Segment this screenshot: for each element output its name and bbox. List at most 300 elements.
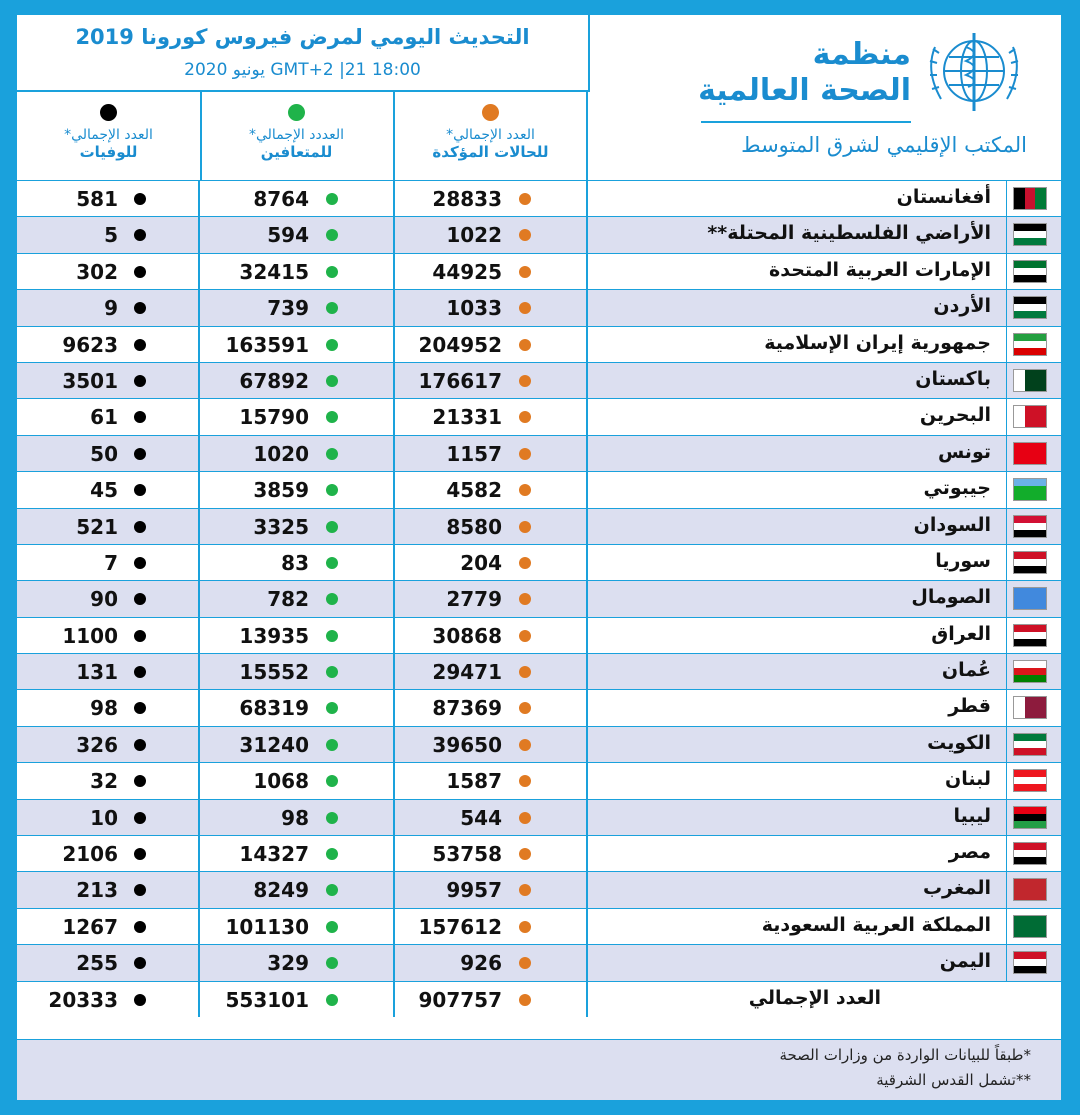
country-name: قطر: [948, 695, 991, 718]
recovered-header-line2: للمتعافين: [260, 143, 333, 161]
cases-dot: [519, 193, 531, 205]
table-row: [17, 944, 1061, 980]
recovered-value: 32415: [239, 259, 309, 284]
flag-stripe: [1014, 857, 1046, 864]
recovered-value: 31240: [239, 732, 309, 757]
flag-divider: [1006, 436, 1007, 471]
cases-dot: [519, 921, 531, 933]
flag-stripe: [1014, 370, 1025, 391]
flag-divider: [1006, 399, 1007, 434]
recovered-cell: [200, 872, 395, 907]
recovered-cell: [200, 909, 395, 944]
recovered-cell: [200, 509, 395, 544]
flag-stripe: [1014, 777, 1046, 784]
country-cell: [588, 654, 1061, 689]
deaths-cell: [17, 836, 200, 871]
total-label: العدد الإجمالي: [748, 986, 881, 1009]
deaths-cell: [17, 872, 200, 907]
flag-divider: [1006, 217, 1007, 252]
recovered-legend-dot: [288, 104, 305, 121]
deaths-dot: [134, 666, 146, 678]
flag-divider: [1006, 545, 1007, 580]
cases-value: 39650: [432, 732, 502, 757]
logo-divider: [701, 121, 911, 123]
recovered-dot: [326, 884, 338, 896]
deaths-dot: [134, 521, 146, 533]
table-row: [17, 471, 1061, 507]
flag-icon: [1013, 733, 1047, 756]
recovered-cell: [200, 472, 395, 507]
deaths-value: 1267: [62, 914, 118, 939]
flag-stripe: [1014, 697, 1025, 718]
flag-stripe: [1014, 188, 1025, 209]
flag-icon: [1013, 551, 1047, 574]
deaths-value: 302: [76, 259, 118, 284]
cases-cell: [395, 545, 588, 580]
flag-divider: [1006, 581, 1007, 616]
flag-icon: [1013, 187, 1047, 210]
recovered-dot: [326, 229, 338, 241]
cases-value: 176617: [418, 368, 502, 393]
recovered-cell: [200, 618, 395, 653]
deaths-value: 61: [90, 405, 118, 430]
deaths-cell: [17, 327, 200, 362]
deaths-cell: [17, 217, 200, 252]
flag-stripe: [1014, 770, 1046, 777]
cases-value: 87369: [432, 696, 502, 721]
country-table: [17, 180, 1061, 1017]
country-name: الأردن: [933, 295, 991, 318]
table-row: [17, 835, 1061, 871]
flag-icon: [1013, 333, 1047, 356]
flag-stripe: [1014, 311, 1046, 318]
cases-cell: [395, 581, 588, 616]
flag-divider: [1006, 509, 1007, 544]
country-name: جيبوتي: [923, 477, 991, 500]
cases-value: 53758: [432, 842, 502, 867]
flag-divider: [1006, 690, 1007, 725]
recovered-dot: [326, 266, 338, 278]
country-name: المملكة العربية السعودية: [761, 913, 991, 936]
deaths-dot: [134, 957, 146, 969]
deaths-value: 521: [76, 514, 118, 539]
flag-stripe: [1014, 450, 1046, 457]
footnote-jerusalem: **تشمل القدس الشرقية: [876, 1071, 1031, 1089]
deaths-cell: [17, 690, 200, 725]
flag-divider: [1006, 363, 1007, 398]
flag-icon: [1013, 878, 1047, 901]
cases-value: 2779: [446, 587, 502, 612]
flag-icon: [1013, 405, 1047, 428]
flag-stripe: [1014, 297, 1046, 304]
cases-dot: [519, 266, 531, 278]
cases-value: 28833: [432, 187, 502, 211]
recovered-dot: [326, 193, 338, 205]
cases-dot: [519, 375, 531, 387]
cases-cell: [395, 254, 588, 289]
flag-stripe: [1014, 334, 1046, 341]
cases-value: 8580: [446, 514, 502, 539]
recovered-value: 83: [281, 550, 309, 575]
recovered-value: 98: [281, 805, 309, 830]
cases-value: 926: [460, 951, 502, 976]
deaths-cell: [17, 436, 200, 471]
update-header: [17, 15, 590, 92]
country-cell: [588, 181, 1061, 216]
deaths-dot: [134, 739, 146, 751]
flag-icon: [1013, 442, 1047, 465]
flag-stripe: [1014, 261, 1046, 268]
cases-value: 1022: [446, 223, 502, 248]
flag-stripe: [1014, 661, 1046, 668]
recovered-value: 594: [267, 223, 309, 248]
deaths-dot: [134, 630, 146, 642]
deaths-cell: [17, 399, 200, 434]
cases-value: 157612: [418, 914, 502, 939]
flag-icon: [1013, 951, 1047, 974]
deaths-value: 9623: [62, 332, 118, 357]
deaths-cell: [17, 909, 200, 944]
flag-stripe: [1014, 457, 1046, 464]
who-name-line1: منظمة: [812, 37, 911, 72]
flag-icon: [1013, 915, 1047, 938]
country-name: أفغانستان: [896, 186, 991, 208]
flag-stripe: [1014, 341, 1046, 348]
flag-divider: [1006, 763, 1007, 798]
country-name: لبنان: [945, 768, 991, 791]
flag-stripe: [1014, 784, 1046, 791]
recovered-dot: [326, 812, 338, 824]
country-name: العراق: [931, 622, 991, 645]
table-row: [17, 216, 1061, 252]
recovered-value: 329: [267, 951, 309, 976]
recovered-cell: [200, 654, 395, 689]
flag-stripe: [1014, 406, 1025, 427]
country-cell: [588, 436, 1061, 471]
cases-value: 1033: [446, 296, 502, 321]
country-cell: [588, 254, 1061, 289]
cases-dot: [519, 557, 531, 569]
flag-stripe: [1014, 224, 1046, 231]
flag-stripe: [1035, 370, 1046, 391]
flag-stripe: [1014, 952, 1046, 959]
flag-stripe: [1014, 893, 1046, 900]
recovered-cell: [200, 763, 395, 798]
recovered-dot: [326, 702, 338, 714]
cases-value: 204952: [418, 332, 502, 357]
deaths-value: 10: [90, 805, 118, 830]
total-recovered-cell: [200, 982, 395, 1017]
recovered-dot: [326, 921, 338, 933]
cases-dot: [519, 739, 531, 751]
recovered-value: 3325: [253, 514, 309, 539]
flag-stripe: [1014, 523, 1046, 530]
table-row: [17, 689, 1061, 725]
flag-divider: [1006, 327, 1007, 362]
total-label-cell: [588, 982, 1061, 1017]
flag-stripe: [1014, 807, 1046, 814]
recovered-cell: [200, 327, 395, 362]
cases-value: 1587: [446, 769, 502, 794]
country-name: ليبيا: [953, 804, 991, 827]
flag-icon: [1013, 478, 1047, 501]
country-name: الصومال: [911, 586, 991, 609]
cases-cell: [395, 290, 588, 325]
flag-stripe: [1014, 552, 1046, 559]
flag-divider: [1006, 800, 1007, 835]
flag-stripe: [1014, 916, 1046, 923]
country-name: الكويت: [927, 731, 991, 754]
recovered-cell: [200, 254, 395, 289]
cases-cell: [395, 509, 588, 544]
flag-stripe: [1014, 530, 1046, 537]
deaths-dot: [134, 193, 146, 205]
flag-stripe: [1014, 879, 1046, 886]
table-row: [17, 653, 1061, 689]
total-row: [17, 981, 1061, 1017]
flag-stripe: [1014, 602, 1046, 609]
recovered-value: 15790: [239, 405, 309, 430]
recovered-cell: [200, 945, 395, 980]
flag-stripe: [1014, 814, 1046, 821]
deaths-dot: [134, 557, 146, 569]
table-row: [17, 289, 1061, 325]
flag-divider: [1006, 290, 1007, 325]
flag-stripe: [1014, 479, 1046, 486]
cases-cell: [395, 690, 588, 725]
flag-icon: [1013, 260, 1047, 283]
table-row: [17, 871, 1061, 907]
flag-stripe: [1014, 348, 1046, 355]
recovered-value: 101130: [225, 914, 309, 939]
deaths-dot: [134, 484, 146, 496]
deaths-cell: [17, 181, 200, 216]
flag-stripe: [1014, 843, 1046, 850]
cases-column-header: [395, 92, 588, 180]
country-cell: [588, 618, 1061, 653]
flag-divider: [1006, 945, 1007, 980]
total-deaths-value: 20333: [48, 987, 118, 1012]
recovered-cell: [200, 217, 395, 252]
flag-stripe: [1014, 588, 1046, 595]
deaths-value: 131: [76, 660, 118, 685]
footnote-sources: *طبقاً للبيانات الواردة من وزارات الصحة: [779, 1046, 1031, 1064]
total-recovered-dot: [326, 994, 338, 1006]
deaths-value: 5: [104, 223, 118, 248]
recovered-cell: [200, 399, 395, 434]
country-name: مصر: [948, 841, 991, 864]
deaths-value: 1100: [62, 623, 118, 648]
country-cell: [588, 472, 1061, 507]
recovered-dot: [326, 739, 338, 751]
flag-stripe: [1014, 930, 1046, 937]
country-name: سوريا: [935, 549, 991, 572]
cases-value: 29471: [432, 660, 502, 685]
recovered-value: 13935: [239, 623, 309, 648]
deaths-value: 98: [90, 696, 118, 721]
cases-dot: [519, 302, 531, 314]
country-cell: [588, 800, 1061, 835]
table-row: [17, 908, 1061, 944]
deaths-cell: [17, 727, 200, 762]
cases-cell: [395, 654, 588, 689]
flag-icon: [1013, 223, 1047, 246]
recovered-value: 3859: [253, 478, 309, 503]
flag-stripe: [1014, 668, 1046, 675]
cases-header-line2: للحالات المؤكدة: [432, 143, 549, 161]
flag-stripe: [1014, 231, 1046, 238]
flag-divider: [1006, 472, 1007, 507]
country-cell: [588, 545, 1061, 580]
flag-stripe: [1014, 493, 1046, 500]
flag-stripe: [1014, 486, 1046, 493]
total-cases-cell: [395, 982, 588, 1017]
flag-icon: [1013, 660, 1047, 683]
country-name: تونس: [937, 440, 991, 463]
flag-icon: [1013, 369, 1047, 392]
flag-stripe: [1014, 632, 1046, 639]
deaths-dot: [134, 775, 146, 787]
recovered-value: 1068: [253, 769, 309, 794]
country-cell: [588, 690, 1061, 725]
cases-dot: [519, 521, 531, 533]
recovered-cell: [200, 545, 395, 580]
deaths-dot: [134, 593, 146, 605]
country-cell: [588, 509, 1061, 544]
table-row: [17, 544, 1061, 580]
country-name: باكستان: [915, 367, 991, 390]
recovered-dot: [326, 593, 338, 605]
flag-stripe: [1014, 850, 1046, 857]
deaths-dot: [134, 229, 146, 241]
total-cases-value: 907757: [418, 987, 502, 1012]
cases-dot: [519, 957, 531, 969]
recovered-dot: [326, 448, 338, 460]
cases-cell: [395, 836, 588, 871]
flag-stripe: [1014, 923, 1046, 930]
flag-divider: [1006, 254, 1007, 289]
cases-dot: [519, 229, 531, 241]
recovered-cell: [200, 363, 395, 398]
flag-stripe: [1014, 238, 1046, 245]
cases-cell: [395, 800, 588, 835]
recovered-dot: [326, 775, 338, 787]
deaths-dot: [134, 302, 146, 314]
cases-cell: [395, 909, 588, 944]
flag-icon: [1013, 296, 1047, 319]
cases-cell: [395, 399, 588, 434]
cases-value: 9957: [446, 878, 502, 903]
cases-cell: [395, 363, 588, 398]
footnotes: [17, 1039, 1061, 1100]
recovered-header-line1: العددد الإجمالي*: [249, 127, 344, 143]
deaths-dot: [134, 448, 146, 460]
deaths-cell: [17, 618, 200, 653]
recovered-value: 14327: [239, 842, 309, 867]
flag-stripe: [1025, 188, 1036, 209]
table-row: [17, 326, 1061, 362]
flag-divider: [1006, 727, 1007, 762]
cases-cell: [395, 945, 588, 980]
deaths-value: 213: [76, 878, 118, 903]
deaths-value: 50: [90, 441, 118, 466]
deaths-value: 90: [90, 587, 118, 612]
deaths-cell: [17, 363, 200, 398]
flag-stripe: [1014, 734, 1046, 741]
cases-value: 4582: [446, 478, 502, 503]
deaths-cell: [17, 763, 200, 798]
flag-icon: [1013, 769, 1047, 792]
recovered-dot: [326, 302, 338, 314]
deaths-dot: [134, 266, 146, 278]
country-name: المغرب: [922, 877, 991, 900]
recovered-cell: [200, 836, 395, 871]
table-row: [17, 508, 1061, 544]
deaths-dot: [134, 339, 146, 351]
cases-dot: [519, 666, 531, 678]
deaths-dot: [134, 702, 146, 714]
table-row: [17, 580, 1061, 616]
deaths-cell: [17, 581, 200, 616]
flag-stripe: [1025, 697, 1036, 718]
table-row: [17, 762, 1061, 798]
flag-stripe: [1014, 748, 1046, 755]
deaths-value: 32: [90, 769, 118, 794]
cases-value: 1157: [446, 441, 502, 466]
recovered-value: 739: [267, 296, 309, 321]
cases-dot: [519, 484, 531, 496]
deaths-cell: [17, 509, 200, 544]
flag-stripe: [1014, 304, 1046, 311]
flag-stripe: [1014, 966, 1046, 973]
covid-update-sheet: [17, 15, 1061, 1099]
cases-cell: [395, 327, 588, 362]
country-cell: [588, 727, 1061, 762]
flag-stripe: [1014, 566, 1046, 573]
recovered-cell: [200, 690, 395, 725]
recovered-cell: [200, 290, 395, 325]
country-name: البحرين: [919, 404, 991, 427]
recovered-dot: [326, 484, 338, 496]
deaths-value: 581: [76, 187, 118, 211]
cases-dot: [519, 702, 531, 714]
flag-stripe: [1035, 697, 1046, 718]
deaths-header-line2: للوفيات: [79, 143, 138, 161]
country-cell: [588, 363, 1061, 398]
deaths-dot: [134, 411, 146, 423]
flag-stripe: [1014, 443, 1046, 450]
who-name-line2: الصحة العالمية: [698, 73, 911, 108]
flag-icon: [1013, 696, 1047, 719]
cases-value: 21331: [432, 405, 502, 430]
table-row: [17, 180, 1061, 216]
table-row: [17, 253, 1061, 289]
flag-stripe: [1014, 516, 1046, 523]
who-emblem-icon: [921, 27, 1027, 119]
country-cell: [588, 290, 1061, 325]
recovered-dot: [326, 375, 338, 387]
cases-value: 44925: [432, 259, 502, 284]
country-cell: [588, 217, 1061, 252]
flag-divider: [1006, 872, 1007, 907]
country-name: الإمارات العربية المتحدة: [769, 258, 991, 281]
recovered-cell: [200, 727, 395, 762]
recovered-dot: [326, 339, 338, 351]
cases-value: 544: [460, 805, 502, 830]
cases-dot: [519, 593, 531, 605]
country-name: الأراضي الفلسطينية المحتلة**: [707, 222, 991, 245]
cases-cell: [395, 618, 588, 653]
